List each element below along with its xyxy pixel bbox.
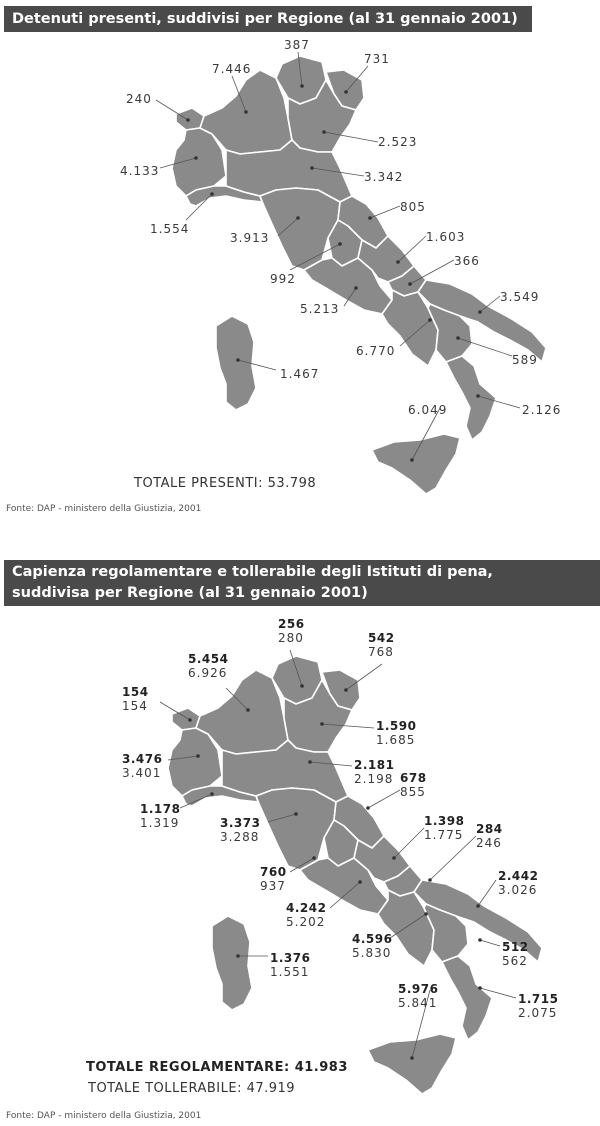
map1-dot-abruzzo [396, 260, 400, 264]
map2-leader-abruzzo [394, 828, 424, 858]
map1-label-friuli: 731 [364, 52, 390, 66]
map1-dot-sardegna [236, 358, 240, 362]
map2-dot-veneto [320, 722, 324, 726]
map2-italy-map [0, 600, 600, 1126]
map2-dot-molise [428, 878, 432, 882]
map2-label-piemonte: 3.476 3.401 [122, 752, 163, 780]
map1-dot-piemonte [194, 156, 198, 160]
map1-dot-trentino [300, 84, 304, 88]
map2-label-molise: 284 246 [476, 822, 503, 850]
map1-dot-umbria [338, 242, 342, 246]
map2-dot-puglia [476, 904, 480, 908]
map2-source: Fonte: DAP - ministero della Giustizia, 2001 [6, 1111, 202, 1121]
map2-dot-sicilia [410, 1056, 414, 1060]
map2-dot-lombardia [246, 708, 250, 712]
map1-leader-abruzzo [398, 236, 426, 262]
map2-label-sardegna: 1.376 1.551 [270, 951, 311, 979]
map2-label-abruzzo: 1.398 1.775 [424, 814, 465, 842]
map1-dot-campania [428, 318, 432, 322]
map1-label-umbria: 992 [270, 272, 296, 286]
map1-dot-valle-d-aosta [186, 118, 190, 122]
map2-label-friuli: 542 768 [368, 631, 395, 659]
map1-label-liguria: 1.554 [150, 222, 190, 236]
map2-leader-molise [430, 836, 476, 880]
map2-label-calabria: 1.715 2.075 [518, 992, 559, 1020]
map1-label-toscana: 3.913 [230, 231, 270, 245]
map1-dot-puglia [478, 310, 482, 314]
map2-dot-umbria [312, 856, 316, 860]
map1-leader-marche [370, 206, 400, 218]
map2-dot-marche [366, 806, 370, 810]
map1-label-sardegna: 1.467 [280, 367, 320, 381]
map2-dot-calabria [478, 986, 482, 990]
map2-label-marche: 678 855 [400, 771, 427, 799]
map1-dot-toscana [296, 216, 300, 220]
map2-label-emilia-romagna: 2.181 2.198 [354, 758, 395, 786]
map1-label-abruzzo: 1.603 [426, 230, 466, 244]
map2-dot-campania [424, 912, 428, 916]
map2-dot-trentino [300, 684, 304, 688]
map2-label-campania: 4.596 5.830 [352, 932, 393, 960]
map1-region-sicilia [372, 434, 460, 494]
map2-dot-toscana [294, 812, 298, 816]
map2-label-liguria: 1.178 1.319 [140, 802, 181, 830]
map1-label-veneto: 2.523 [378, 135, 418, 149]
map1-label-molise: 366 [454, 254, 480, 268]
map2-label-puglia: 2.442 3.026 [498, 869, 539, 897]
map2-region-sicilia [368, 1034, 456, 1094]
map2-region-toscana [256, 788, 336, 870]
map1-label-lazio: 5.213 [300, 302, 340, 316]
map2-region-calabria [442, 956, 492, 1040]
map1-label-piemonte: 4.133 [120, 164, 160, 178]
map1-dot-calabria [476, 394, 480, 398]
map1-total-presenti: TOTALE PRESENTI: 53.798 [134, 476, 317, 491]
map2-dot-emilia-romagna [308, 760, 312, 764]
map2-total-regolamentare: TOTALE REGOLAMENTARE: 41.983 [86, 1060, 348, 1075]
map2-dot-abruzzo [392, 856, 396, 860]
map1-label-lombardia: 7.446 [212, 62, 252, 76]
map2-dot-valle-d-aosta [188, 718, 192, 722]
map2-label-umbria: 760 937 [260, 865, 287, 893]
map1-dot-liguria [210, 192, 214, 196]
map1-leader-valle-d-aosta [156, 100, 188, 120]
map1-label-sicilia: 6.049 [408, 403, 448, 417]
map2-label-toscana: 3.373 3.288 [220, 816, 261, 844]
map1-dot-sicilia [410, 458, 414, 462]
map2-dot-sardegna [236, 954, 240, 958]
map2-label-trentino: 256 280 [278, 617, 305, 645]
map2-region-sardegna [212, 916, 252, 1010]
map1-label-valle-d-aosta: 240 [126, 92, 152, 106]
map1-dot-basilicata [456, 336, 460, 340]
map1-label-campania: 6.770 [356, 344, 396, 358]
map1-dot-veneto [322, 130, 326, 134]
map2-dot-basilicata [478, 938, 482, 942]
map1-dot-lombardia [244, 110, 248, 114]
map1-source: Fonte: DAP - ministero della Giustizia, 2001 [6, 504, 202, 514]
map2-dot-friuli [344, 688, 348, 692]
map1-dot-molise [408, 282, 412, 286]
map1-dot-friuli [344, 90, 348, 94]
map2-total-tollerabile: TOTALE TOLLERABILE: 47.919 [88, 1081, 296, 1096]
map2-label-lombardia: 5.454 6.926 [188, 652, 229, 680]
map2-dot-liguria [210, 792, 214, 796]
map1-label-trentino: 387 [284, 38, 310, 52]
map1-region-calabria [446, 356, 496, 440]
map1-title: Detenuti presenti, suddivisi per Regione (al 31 gennaio 2001) [4, 6, 532, 32]
map2-label-veneto: 1.590 1.685 [376, 719, 417, 747]
map1-label-emilia-romagna: 3.342 [364, 170, 404, 184]
map2-dot-lazio [358, 880, 362, 884]
map2-dot-piemonte [196, 754, 200, 758]
map2-label-valle-d-aosta: 154 154 [122, 685, 149, 713]
map2-title-line2: suddivisa per Regione (al 31 gennaio 2001) [12, 585, 368, 601]
map1-dot-lazio [354, 286, 358, 290]
map2-leader-basilicata [480, 940, 500, 946]
map2-label-lazio: 4.242 5.202 [286, 901, 327, 929]
map2-title-line1: Capienza regolamentare e tollerabile degli Istituti di pena, [12, 564, 493, 580]
map1-dot-marche [368, 216, 372, 220]
map1-label-puglia: 3.549 [500, 290, 540, 304]
map2-label-sicilia: 5.976 5.841 [398, 982, 439, 1010]
map1-label-basilicata: 589 [512, 353, 538, 367]
map2-label-basilicata: 512 562 [502, 940, 529, 968]
map1-dot-emilia-romagna [310, 166, 314, 170]
map1-label-calabria: 2.126 [522, 403, 562, 417]
map2-leader-puglia [478, 880, 496, 906]
map1-region-toscana [260, 188, 340, 270]
map2-leader-marche [368, 790, 400, 808]
map1-label-marche: 805 [400, 200, 426, 214]
